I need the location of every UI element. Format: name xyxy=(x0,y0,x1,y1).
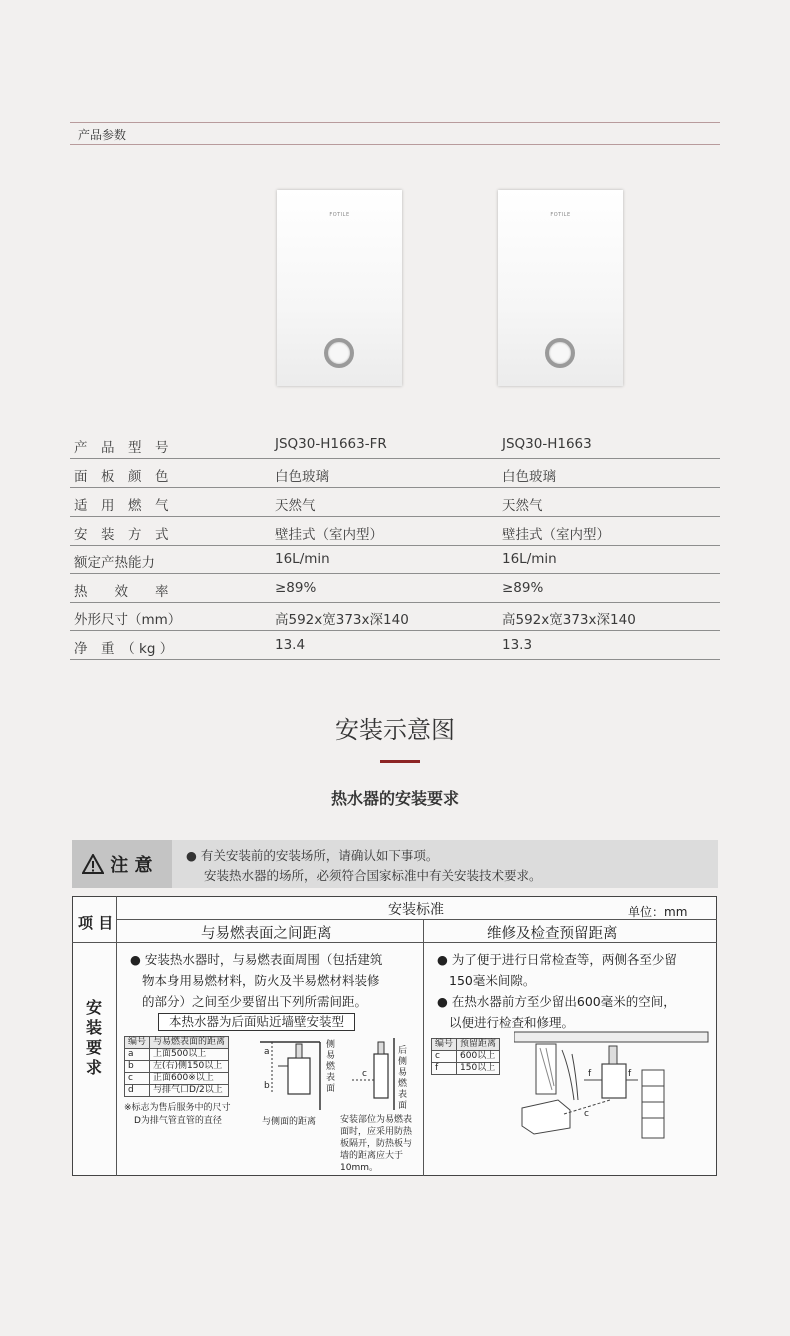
section-title: 产品参数 xyxy=(78,128,127,142)
spec-value: 天然气 xyxy=(502,498,543,514)
spec-value: JSQ30-H1663 xyxy=(502,436,592,452)
svg-text:f: f xyxy=(628,1069,632,1079)
section-top-rule xyxy=(70,122,720,123)
right-text-2: 150毫米间隙。 xyxy=(449,973,536,988)
svg-text:c: c xyxy=(584,1109,589,1119)
back-note-line: 墙的距离应大于 xyxy=(340,1151,404,1161)
back-distance-diagram xyxy=(344,1036,400,1112)
spec-value: 16L/min xyxy=(502,551,557,567)
back-note-line: 面时，应采用防热 xyxy=(340,1127,413,1137)
spec-row-weight xyxy=(70,631,720,660)
install-title: 安装示意图 xyxy=(335,716,455,744)
spec-value: 13.4 xyxy=(275,637,306,653)
back-note xyxy=(340,1114,412,1174)
notice-label: 注 意 xyxy=(110,855,153,876)
brand-logo: FOTILE xyxy=(329,212,350,218)
maintenance-space-illustration xyxy=(514,1030,710,1160)
left-note-1: ※标志为售后服务中的尺寸 xyxy=(124,1103,231,1113)
mini-cell: f xyxy=(432,1063,457,1075)
mini-cell: 左(右)侧150以上 xyxy=(150,1061,229,1073)
side-flammable-label: 侧易燃表面 xyxy=(326,1040,336,1094)
right-text-3: ● 在热水器前方至少留出600毫米的空间， xyxy=(437,994,676,1009)
mini-head: 编号 xyxy=(125,1037,150,1049)
spec-row-color xyxy=(70,459,720,488)
unit-label: 单位：mm xyxy=(628,905,688,919)
left-text-2: 物本身用易燃材料，防火及半易燃材料装修 xyxy=(142,973,380,988)
spec-value: 高592x宽373x深140 xyxy=(502,612,636,628)
spec-value: 壁挂式（室内型） xyxy=(275,527,383,543)
mini-cell: c xyxy=(432,1051,457,1063)
mini-cell: c xyxy=(125,1073,150,1085)
mini-cell: b xyxy=(125,1061,150,1073)
row-label-install-req: 安装要求 xyxy=(86,998,103,1077)
title-accent-bar xyxy=(380,760,420,763)
grid-line xyxy=(116,896,117,1176)
left-text-1: ● 安装热水器时，与易燃表面周围（包括建筑 xyxy=(130,952,383,967)
col-right-header: 维修及检查预留距离 xyxy=(487,926,618,942)
mini-cell: d xyxy=(125,1085,150,1097)
back-note-line: 安装部位为易燃表 xyxy=(340,1115,413,1125)
svg-text:f: f xyxy=(588,1069,592,1079)
mini-cell: 与排气口D/2以上 xyxy=(150,1085,229,1097)
back-flammable-label: 后侧易燃表面 xyxy=(398,1046,408,1111)
notice-line-1: ● 有关安装前的安装场所，请确认如下事项。 xyxy=(186,848,439,863)
back-note-line: 板隔开，防热板与 xyxy=(340,1139,413,1149)
svg-text:a: a xyxy=(264,1047,270,1057)
notice-label-group xyxy=(82,851,153,877)
col-left-header: 与易燃表面之间距离 xyxy=(201,926,332,942)
spec-value: ≥89% xyxy=(275,580,317,596)
spec-value: 13.3 xyxy=(502,637,533,653)
product-image xyxy=(498,190,623,386)
spec-value: 白色玻璃 xyxy=(502,469,556,485)
spec-key: 净 重 （ kg ） xyxy=(74,641,174,657)
install-subtitle: 热水器的安装要求 xyxy=(330,789,459,808)
spec-key: 面 板 颜 色 xyxy=(74,469,169,485)
left-text-3: 的部分）之间至少要留出下列所需间距。 xyxy=(142,994,368,1009)
mini-cell: a xyxy=(125,1049,150,1061)
spec-value: JSQ30-H1663-FR xyxy=(275,436,387,452)
back-note-line: 10mm。 xyxy=(340,1163,378,1173)
control-knob-icon xyxy=(324,338,354,368)
right-text-4: 以便进行检查和修理。 xyxy=(449,1015,575,1030)
mini-cell: 150以上 xyxy=(457,1063,500,1075)
spec-row-install xyxy=(70,517,720,546)
left-note-2: D为排气管直管的直径 xyxy=(134,1116,222,1126)
left-distance-table xyxy=(124,1036,229,1097)
spec-key: 热 效 率 xyxy=(74,584,169,600)
right-text-1: ● 为了便于进行日常检查等，两侧各至少留 xyxy=(437,952,677,967)
grid-line xyxy=(72,942,717,943)
product-image-fr xyxy=(277,190,402,386)
brand-logo: FOTILE xyxy=(550,212,571,218)
col-std-header: 安装标准 xyxy=(388,902,444,918)
mini-head: 预留距离 xyxy=(457,1039,500,1051)
spec-row-dimensions xyxy=(70,602,720,631)
spec-row-capacity xyxy=(70,545,720,574)
svg-text:c: c xyxy=(362,1069,367,1079)
mini-cell: 正面600※以上 xyxy=(150,1073,229,1085)
spec-value: 天然气 xyxy=(275,498,316,514)
col-item-header: 项 目 xyxy=(78,914,114,932)
spec-row-gas xyxy=(70,488,720,517)
spec-key: 额定产热能力 xyxy=(74,555,155,571)
mini-cell: 600以上 xyxy=(457,1051,500,1063)
side-distance-label: 与侧面的距离 xyxy=(262,1117,317,1127)
spec-value: ≥89% xyxy=(502,580,544,596)
spec-value: 白色玻璃 xyxy=(275,469,329,485)
svg-text:b: b xyxy=(264,1081,270,1091)
warning-icon xyxy=(82,854,104,874)
spec-key: 适 用 燃 气 xyxy=(74,498,169,514)
left-boxed-note: 本热水器为后面贴近墙壁安装型 xyxy=(158,1013,355,1031)
spec-value: 16L/min xyxy=(275,551,330,567)
notice-line-2: 安装热水器的场所，必须符合国家标准中有关安装技术要求。 xyxy=(204,868,542,883)
mini-head: 编号 xyxy=(432,1039,457,1051)
spec-row-model xyxy=(70,430,720,459)
grid-line xyxy=(116,919,717,920)
spec-key: 产 品 型 号 xyxy=(74,440,169,456)
mini-cell: 上面500以上 xyxy=(150,1049,229,1061)
grid-line xyxy=(423,919,424,1176)
right-clearance-table xyxy=(431,1038,500,1075)
section-bottom-rule xyxy=(70,144,720,145)
spec-row-efficiency xyxy=(70,574,720,603)
spec-value: 壁挂式（室内型） xyxy=(502,527,610,543)
control-knob-icon xyxy=(545,338,575,368)
spec-key: 外形尺寸（mm） xyxy=(74,612,182,628)
mini-head: 与易燃表面的距离 xyxy=(150,1037,229,1049)
notice-tag xyxy=(72,840,172,888)
spec-value: 高592x宽373x深140 xyxy=(275,612,409,628)
spec-key: 安 装 方 式 xyxy=(74,527,169,543)
